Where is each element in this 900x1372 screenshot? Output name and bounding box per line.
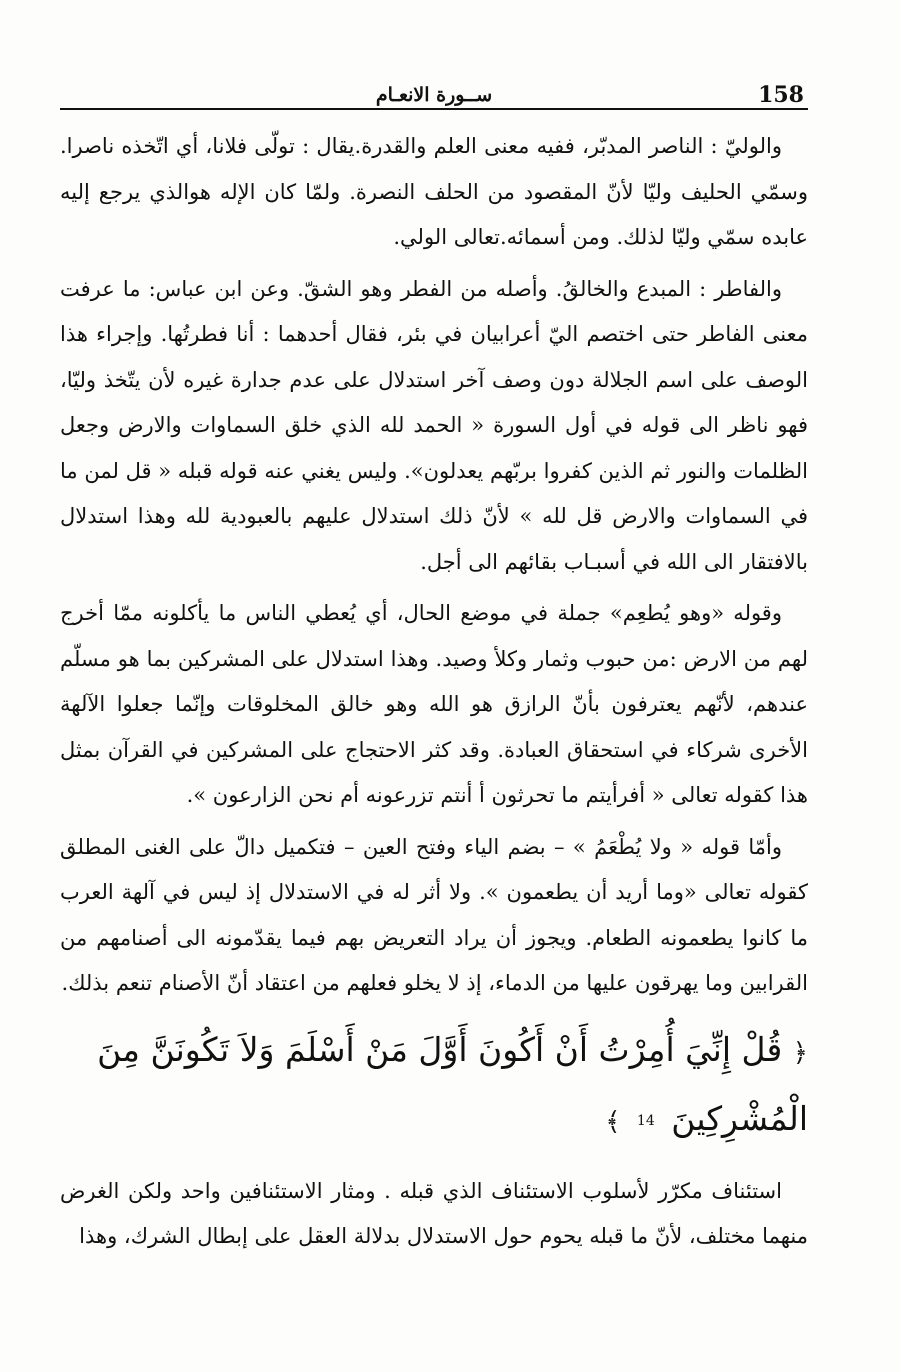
verse-text: قُلْ إِنِّيَ أُمِرْتُ أَنْ أَكُونَ أَوَّلَ مَنْ أَسْلَمَ وَلاَ تَكُونَنَّ مِنَ الْمُشْرِكِينَ: [97, 1029, 808, 1138]
verse-close-bracket: ﴾: [605, 1106, 621, 1137]
paragraph-istinaf: استئناف مكرّر لأسلوب الاستئناف الذي قبله . ومثار الاستئنافين واحد ولكن الغرض منهما مختلف، لأنّ ما قبله يحوم حول الاستدلال بدلالة العقل على إبطال الشرك، وهذا: [60, 1178, 808, 1248]
running-title: ســورة الانعـام: [375, 84, 493, 106]
paragraph-fatir: والفاطر : المبدع والخالقُ. وأصله من الفطر وهو الشقّ. وعن ابن عباس: ما عرفت معنى الفاطر حتى اختصم اليّ أعرابيان في بئر، فقال أحدهما : أنا فطرتُها. وإجراء هذا الوصف على اسم الجلالة دون وصف آخر استدلال على عدم جدارة غيره لأن يتّخذ وليّا، فهو ناظر الى قوله في أول السورة « الحمد لله الذي خلق السماوات والارض وجعل الظلمات والنور ثم الذين كفروا بربّهم يعدلون». وليس يغني عنه قوله قبله « قل لمن ما في السماوات والارض قل لله » لأنّ ذلك استدلال عليهم بالعبودية لله وهذا استدلال بالافتقار الى الله في أسبـاب بقائهم الى أجل.: [60, 276, 808, 574]
paragraph-yutim: وقوله «وهو يُطعِم» جملة في موضع الحال، أي يُعطي الناس ما يأكلونه ممّا أخرج لهم من الارض :من حبوب وثمار وكلأ وصيد. وهذا استدلال على المشركين بما هو مسلّم عندهم، لأنّهم يعترفون بأنّ الرازق هو الله وهو خالق المخلوقات وإنّما جعلوا الآلهة الأخرى شركاء في استحقاق العبادة. وقد كثر الاحتجاج على المشركين في القرآن بمثل هذا كقوله تعالى « أفرأيتم ما تحرثون أ أنتم تزرعونه أم نحن الزارعون ».: [60, 601, 808, 807]
page-number: 158: [758, 82, 804, 108]
verse-number: 14: [636, 1112, 655, 1129]
paragraph-wali: والوليّ : الناصر المدبّر، ففيه معنى العلم والقدرة.يقال : تولّى فلانا، أي اتّخذه ناصرا. وسمّي الحليف وليّا لأنّ المقصود من الحلف النصرة. ولمّا كان الإله هوالذي يرجع إليه عابده سمّي وليّا لذلك. ومن أسمائه.تعالى الولي.: [60, 134, 808, 249]
quran-verse: [60, 1017, 808, 1155]
paragraph-la-yutam: وأمّا قوله « ولا يُطْعَمُ » – بضم الياء وفتح العين – فتكميل دالّ على الغنى المطلق كقوله تعالى «وما أريد أن يطعمون ». ولا أثر له في الاستدلال إذ ليس في آلهة العرب ما كانوا يطعمونه الطعام. ويجوز أن يراد التعريض بهم فيما يقدّمونه الى أصنامهم من القرابين وما يهرقون عليها من الدماء، إذ لا يخلو فعلهم من اعتقاد أنّ الأصنام تنعم بذلك.: [60, 834, 808, 995]
page-body: [60, 124, 808, 1260]
page-header: [60, 78, 808, 110]
verse-open-bracket: ﴿: [792, 1037, 808, 1068]
